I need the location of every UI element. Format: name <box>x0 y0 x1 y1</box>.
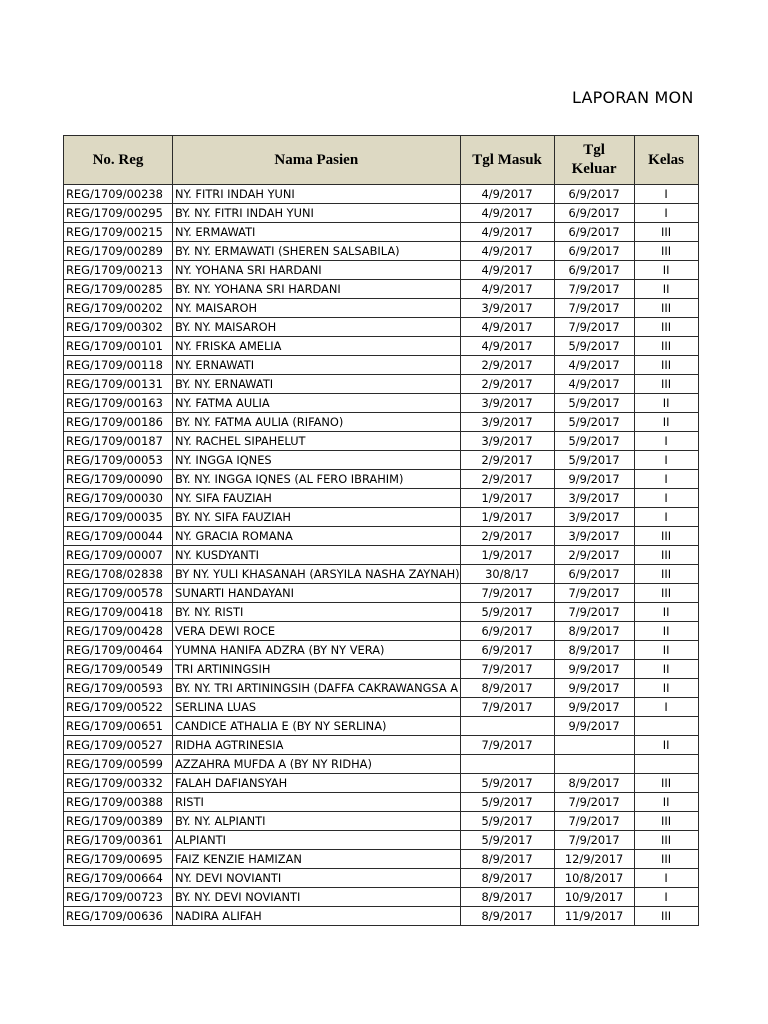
cell-kelas[interactable]: II <box>634 280 698 299</box>
cell-no-reg[interactable]: REG/1709/00549 <box>64 660 173 679</box>
cell-no-reg[interactable]: REG/1709/00187 <box>64 432 173 451</box>
cell-no-reg[interactable]: REG/1709/00389 <box>64 812 173 831</box>
cell-no-reg[interactable]: REG/1709/00527 <box>64 736 173 755</box>
table-row[interactable] <box>64 717 699 736</box>
cell-tgl-masuk[interactable]: 6/9/2017 <box>460 641 554 660</box>
cell-tgl-masuk[interactable]: 8/9/2017 <box>460 907 554 926</box>
cell-tgl-masuk[interactable]: 7/9/2017 <box>460 736 554 755</box>
cell-kelas[interactable]: II <box>634 622 698 641</box>
cell-kelas[interactable] <box>634 717 698 736</box>
cell-kelas[interactable]: III <box>634 242 698 261</box>
cell-tgl-keluar[interactable]: 7/9/2017 <box>554 831 634 850</box>
cell-tgl-masuk[interactable]: 2/9/2017 <box>460 527 554 546</box>
table-row[interactable] <box>64 261 699 280</box>
cell-no-reg[interactable]: REG/1709/00522 <box>64 698 173 717</box>
cell-nama-pasien[interactable]: TRI ARTININGSIH <box>173 660 461 679</box>
cell-tgl-masuk[interactable]: 5/9/2017 <box>460 603 554 622</box>
cell-tgl-masuk[interactable]: 7/9/2017 <box>460 584 554 603</box>
cell-kelas[interactable]: II <box>634 413 698 432</box>
cell-tgl-masuk[interactable]: 3/9/2017 <box>460 413 554 432</box>
cell-tgl-keluar[interactable]: 10/8/2017 <box>554 869 634 888</box>
cell-kelas[interactable]: III <box>634 812 698 831</box>
cell-tgl-keluar[interactable]: 6/9/2017 <box>554 185 634 204</box>
cell-tgl-keluar[interactable]: 11/9/2017 <box>554 907 634 926</box>
table-row[interactable] <box>64 280 699 299</box>
cell-nama-pasien[interactable]: BY. NY. FITRI INDAH YUNI <box>173 204 461 223</box>
cell-tgl-keluar[interactable]: 2/9/2017 <box>554 546 634 565</box>
cell-tgl-masuk[interactable]: 3/9/2017 <box>460 394 554 413</box>
cell-kelas[interactable]: III <box>634 337 698 356</box>
cell-nama-pasien[interactable]: NY. YOHANA SRI HARDANI <box>173 261 461 280</box>
cell-no-reg[interactable]: REG/1709/00289 <box>64 242 173 261</box>
cell-tgl-keluar[interactable]: 6/9/2017 <box>554 261 634 280</box>
cell-kelas[interactable]: III <box>634 223 698 242</box>
cell-nama-pasien[interactable]: NY. FITRI INDAH YUNI <box>173 185 461 204</box>
cell-kelas[interactable]: III <box>634 546 698 565</box>
cell-nama-pasien[interactable]: NY. DEVI NOVIANTI <box>173 869 461 888</box>
cell-tgl-keluar[interactable]: 7/9/2017 <box>554 280 634 299</box>
cell-no-reg[interactable]: REG/1709/00007 <box>64 546 173 565</box>
cell-no-reg[interactable]: REG/1709/00664 <box>64 869 173 888</box>
cell-nama-pasien[interactable]: NY. ERNAWATI <box>173 356 461 375</box>
cell-kelas[interactable]: I <box>634 185 698 204</box>
table-row[interactable] <box>64 546 699 565</box>
table-row[interactable] <box>64 242 699 261</box>
cell-no-reg[interactable]: REG/1709/00186 <box>64 413 173 432</box>
cell-kelas[interactable]: III <box>634 356 698 375</box>
cell-no-reg[interactable]: REG/1709/00035 <box>64 508 173 527</box>
cell-nama-pasien[interactable]: BY. NY. DEVI NOVIANTI <box>173 888 461 907</box>
cell-kelas[interactable]: III <box>634 774 698 793</box>
cell-nama-pasien[interactable]: ALPIANTI <box>173 831 461 850</box>
cell-tgl-keluar[interactable]: 4/9/2017 <box>554 375 634 394</box>
table-row[interactable] <box>64 888 699 907</box>
column-header-no-reg[interactable]: No. Reg <box>64 136 173 185</box>
cell-nama-pasien[interactable]: SERLINA LUAS <box>173 698 461 717</box>
cell-tgl-masuk[interactable]: 4/9/2017 <box>460 185 554 204</box>
cell-no-reg[interactable]: REG/1709/00030 <box>64 489 173 508</box>
column-header-tgl-keluar-line1: Tgl <box>583 142 605 158</box>
cell-tgl-masuk[interactable]: 4/9/2017 <box>460 261 554 280</box>
table-row[interactable] <box>64 603 699 622</box>
cell-kelas[interactable]: II <box>634 394 698 413</box>
cell-tgl-keluar[interactable]: 7/9/2017 <box>554 793 634 812</box>
table-row[interactable] <box>64 527 699 546</box>
cell-kelas[interactable]: II <box>634 603 698 622</box>
table-row[interactable] <box>64 584 699 603</box>
cell-no-reg[interactable]: REG/1709/00044 <box>64 527 173 546</box>
cell-kelas[interactable]: II <box>634 736 698 755</box>
cell-tgl-keluar[interactable]: 6/9/2017 <box>554 565 634 584</box>
cell-tgl-masuk[interactable]: 30/8/17 <box>460 565 554 584</box>
cell-kelas[interactable]: III <box>634 375 698 394</box>
cell-tgl-masuk[interactable]: 2/9/2017 <box>460 375 554 394</box>
cell-tgl-masuk[interactable]: 1/9/2017 <box>460 546 554 565</box>
table-row[interactable] <box>64 831 699 850</box>
cell-tgl-masuk[interactable]: 4/9/2017 <box>460 280 554 299</box>
cell-tgl-keluar[interactable]: 7/9/2017 <box>554 812 634 831</box>
cell-tgl-keluar[interactable]: 5/9/2017 <box>554 394 634 413</box>
cell-tgl-keluar[interactable]: 9/9/2017 <box>554 717 634 736</box>
cell-no-reg[interactable]: REG/1709/00238 <box>64 185 173 204</box>
cell-tgl-masuk[interactable]: 2/9/2017 <box>460 470 554 489</box>
cell-kelas[interactable]: I <box>634 470 698 489</box>
table-row[interactable] <box>64 432 699 451</box>
cell-no-reg[interactable]: REG/1709/00361 <box>64 831 173 850</box>
cell-no-reg[interactable]: REG/1709/00202 <box>64 299 173 318</box>
cell-no-reg[interactable]: REG/1709/00163 <box>64 394 173 413</box>
cell-kelas[interactable]: II <box>634 261 698 280</box>
table-row[interactable] <box>64 318 699 337</box>
patient-table <box>63 135 699 926</box>
cell-no-reg[interactable]: REG/1709/00464 <box>64 641 173 660</box>
table-header-row <box>64 136 699 185</box>
table-row[interactable] <box>64 679 699 698</box>
table-row[interactable] <box>64 337 699 356</box>
table-row[interactable] <box>64 185 699 204</box>
table-row[interactable] <box>64 850 699 869</box>
table-row[interactable] <box>64 869 699 888</box>
cell-no-reg[interactable]: REG/1709/00295 <box>64 204 173 223</box>
cell-nama-pasien[interactable]: AZZAHRA MUFDA A (BY NY RIDHA) <box>173 755 461 774</box>
cell-tgl-keluar[interactable]: 7/9/2017 <box>554 318 634 337</box>
cell-nama-pasien[interactable]: BY. NY. YOHANA SRI HARDANI <box>173 280 461 299</box>
table-row[interactable] <box>64 622 699 641</box>
cell-kelas[interactable]: I <box>634 508 698 527</box>
table-row[interactable] <box>64 793 699 812</box>
cell-tgl-masuk[interactable]: 8/9/2017 <box>460 888 554 907</box>
cell-tgl-keluar[interactable]: 6/9/2017 <box>554 204 634 223</box>
table-row[interactable] <box>64 375 699 394</box>
cell-nama-pasien[interactable]: SUNARTI HANDAYANI <box>173 584 461 603</box>
cell-no-reg[interactable]: REG/1709/00118 <box>64 356 173 375</box>
cell-nama-pasien[interactable]: FALAH DAFIANSYAH <box>173 774 461 793</box>
table-row[interactable] <box>64 812 699 831</box>
cell-tgl-masuk[interactable]: 7/9/2017 <box>460 698 554 717</box>
cell-tgl-keluar[interactable]: 9/9/2017 <box>554 698 634 717</box>
cell-kelas[interactable]: III <box>634 850 698 869</box>
cell-tgl-keluar[interactable]: 9/9/2017 <box>554 470 634 489</box>
cell-no-reg[interactable]: REG/1709/00599 <box>64 755 173 774</box>
cell-no-reg[interactable]: REG/1709/00215 <box>64 223 173 242</box>
cell-kelas[interactable]: I <box>634 204 698 223</box>
cell-kelas[interactable]: II <box>634 641 698 660</box>
cell-tgl-keluar[interactable] <box>554 755 634 774</box>
cell-nama-pasien[interactable]: NY. KUSDYANTI <box>173 546 461 565</box>
cell-kelas[interactable]: I <box>634 869 698 888</box>
cell-tgl-masuk[interactable]: 2/9/2017 <box>460 356 554 375</box>
cell-no-reg[interactable]: REG/1709/00053 <box>64 451 173 470</box>
cell-tgl-keluar[interactable]: 8/9/2017 <box>554 641 634 660</box>
table-row[interactable] <box>64 774 699 793</box>
cell-tgl-keluar[interactable]: 8/9/2017 <box>554 622 634 641</box>
table-row[interactable] <box>64 641 699 660</box>
cell-tgl-masuk[interactable] <box>460 755 554 774</box>
cell-nama-pasien[interactable]: BY. NY. ERNAWATI <box>173 375 461 394</box>
cell-tgl-masuk[interactable]: 4/9/2017 <box>460 204 554 223</box>
table-row[interactable] <box>64 736 699 755</box>
cell-tgl-masuk[interactable]: 8/9/2017 <box>460 850 554 869</box>
cell-tgl-masuk[interactable]: 4/9/2017 <box>460 223 554 242</box>
cell-no-reg[interactable]: REG/1709/00695 <box>64 850 173 869</box>
cell-tgl-keluar[interactable]: 3/9/2017 <box>554 489 634 508</box>
cell-kelas[interactable]: I <box>634 888 698 907</box>
table-row[interactable] <box>64 755 699 774</box>
cell-nama-pasien[interactable]: BY. NY. ERMAWATI (SHEREN SALSABILA) <box>173 242 461 261</box>
cell-tgl-keluar[interactable]: 7/9/2017 <box>554 584 634 603</box>
table-row[interactable] <box>64 204 699 223</box>
cell-nama-pasien[interactable]: BY. NY. FATMA AULIA (RIFANO) <box>173 413 461 432</box>
table-row[interactable] <box>64 413 699 432</box>
table-row[interactable] <box>64 660 699 679</box>
table-row[interactable] <box>64 356 699 375</box>
cell-no-reg[interactable]: REG/1709/00636 <box>64 907 173 926</box>
cell-kelas[interactable]: III <box>634 907 698 926</box>
cell-nama-pasien[interactable]: NY. ERMAWATI <box>173 223 461 242</box>
cell-tgl-masuk[interactable]: 8/9/2017 <box>460 679 554 698</box>
cell-tgl-masuk[interactable]: 1/9/2017 <box>460 489 554 508</box>
table-row[interactable] <box>64 565 699 584</box>
cell-tgl-masuk[interactable]: 2/9/2017 <box>460 451 554 470</box>
cell-nama-pasien[interactable]: BY. NY. SIFA FAUZIAH <box>173 508 461 527</box>
cell-tgl-keluar[interactable]: 7/9/2017 <box>554 299 634 318</box>
cell-kelas[interactable]: I <box>634 698 698 717</box>
cell-nama-pasien[interactable]: NADIRA ALIFAH <box>173 907 461 926</box>
cell-tgl-keluar[interactable] <box>554 736 634 755</box>
cell-nama-pasien[interactable]: YUMNA HANIFA ADZRA (BY NY VERA) <box>173 641 461 660</box>
cell-tgl-masuk[interactable] <box>460 717 554 736</box>
cell-tgl-masuk[interactable]: 5/9/2017 <box>460 831 554 850</box>
cell-tgl-keluar[interactable]: 3/9/2017 <box>554 527 634 546</box>
cell-no-reg[interactable]: REG/1709/00418 <box>64 603 173 622</box>
cell-tgl-masuk[interactable]: 5/9/2017 <box>460 774 554 793</box>
cell-kelas[interactable]: III <box>634 831 698 850</box>
cell-no-reg[interactable]: REG/1709/00388 <box>64 793 173 812</box>
cell-tgl-masuk[interactable]: 8/9/2017 <box>460 869 554 888</box>
cell-kelas[interactable] <box>634 755 698 774</box>
cell-tgl-masuk[interactable]: 5/9/2017 <box>460 812 554 831</box>
cell-nama-pasien[interactable]: RISTI <box>173 793 461 812</box>
cell-kelas[interactable]: II <box>634 660 698 679</box>
cell-nama-pasien[interactable]: BY NY. YULI KHASANAH (ARSYILA NASHA ZAYNAH) <box>173 565 461 584</box>
cell-tgl-keluar[interactable]: 5/9/2017 <box>554 413 634 432</box>
cell-tgl-masuk[interactable]: 3/9/2017 <box>460 299 554 318</box>
table-row[interactable] <box>64 451 699 470</box>
cell-nama-pasien[interactable]: BY. NY. MAISAROH <box>173 318 461 337</box>
cell-no-reg[interactable]: REG/1709/00302 <box>64 318 173 337</box>
cell-tgl-keluar[interactable]: 6/9/2017 <box>554 242 634 261</box>
table-row[interactable] <box>64 299 699 318</box>
cell-no-reg[interactable]: REG/1709/00723 <box>64 888 173 907</box>
cell-no-reg[interactable]: REG/1709/00578 <box>64 584 173 603</box>
table-row[interactable] <box>64 907 699 926</box>
cell-nama-pasien[interactable]: NY. INGGA IQNES <box>173 451 461 470</box>
table-row[interactable] <box>64 223 699 242</box>
cell-tgl-masuk[interactable]: 1/9/2017 <box>460 508 554 527</box>
cell-nama-pasien[interactable]: BY. NY. INGGA IQNES (AL FERO IBRAHIM) <box>173 470 461 489</box>
cell-tgl-masuk[interactable]: 4/9/2017 <box>460 318 554 337</box>
cell-tgl-keluar[interactable]: 9/9/2017 <box>554 660 634 679</box>
cell-no-reg[interactable]: REG/1709/00101 <box>64 337 173 356</box>
cell-kelas[interactable]: III <box>634 584 698 603</box>
cell-no-reg[interactable]: REG/1709/00131 <box>64 375 173 394</box>
report-title: LAPORAN MON <box>572 88 694 107</box>
cell-kelas[interactable]: III <box>634 527 698 546</box>
cell-nama-pasien[interactable]: BY. NY. TRI ARTININGSIH (DAFFA CAKRAWANGSA A <box>173 679 461 698</box>
column-header-nama-pasien[interactable]: Nama Pasien <box>173 136 461 185</box>
cell-nama-pasien[interactable]: NY. SIFA FAUZIAH <box>173 489 461 508</box>
cell-nama-pasien[interactable]: FAIZ KENZIE HAMIZAN <box>173 850 461 869</box>
cell-nama-pasien[interactable]: NY. FATMA AULIA <box>173 394 461 413</box>
column-header-tgl-keluar[interactable] <box>554 136 634 185</box>
column-header-tgl-masuk[interactable]: Tgl Masuk <box>460 136 554 185</box>
cell-tgl-keluar[interactable]: 6/9/2017 <box>554 223 634 242</box>
cell-no-reg[interactable]: REG/1709/00213 <box>64 261 173 280</box>
cell-tgl-masuk[interactable]: 7/9/2017 <box>460 660 554 679</box>
cell-kelas[interactable]: II <box>634 793 698 812</box>
table-row[interactable] <box>64 394 699 413</box>
cell-nama-pasien[interactable]: NY. FRISKA AMELIA <box>173 337 461 356</box>
cell-no-reg[interactable]: REG/1709/00593 <box>64 679 173 698</box>
column-header-kelas[interactable]: Kelas <box>634 136 698 185</box>
cell-kelas[interactable]: III <box>634 565 698 584</box>
cell-kelas[interactable]: III <box>634 299 698 318</box>
cell-tgl-keluar[interactable]: 12/9/2017 <box>554 850 634 869</box>
cell-nama-pasien[interactable]: BY. NY. ALPIANTI <box>173 812 461 831</box>
cell-nama-pasien[interactable]: NY. MAISAROH <box>173 299 461 318</box>
cell-no-reg[interactable]: REG/1708/02838 <box>64 565 173 584</box>
cell-kelas[interactable]: I <box>634 451 698 470</box>
cell-tgl-keluar[interactable]: 5/9/2017 <box>554 451 634 470</box>
cell-no-reg[interactable]: REG/1709/00428 <box>64 622 173 641</box>
table-row[interactable] <box>64 508 699 527</box>
table-row[interactable] <box>64 470 699 489</box>
cell-kelas[interactable]: II <box>634 679 698 698</box>
cell-tgl-keluar[interactable]: 8/9/2017 <box>554 774 634 793</box>
cell-nama-pasien[interactable]: NY. RACHEL SIPAHELUT <box>173 432 461 451</box>
cell-no-reg[interactable]: REG/1709/00090 <box>64 470 173 489</box>
cell-tgl-masuk[interactable]: 4/9/2017 <box>460 242 554 261</box>
column-header-tgl-keluar-line2: Keluar <box>571 161 617 177</box>
cell-tgl-keluar[interactable]: 9/9/2017 <box>554 679 634 698</box>
cell-no-reg[interactable]: REG/1709/00285 <box>64 280 173 299</box>
cell-tgl-keluar[interactable]: 5/9/2017 <box>554 337 634 356</box>
cell-tgl-keluar[interactable]: 5/9/2017 <box>554 432 634 451</box>
cell-nama-pasien[interactable]: RIDHA AGTRINESIA <box>173 736 461 755</box>
cell-tgl-masuk[interactable]: 5/9/2017 <box>460 793 554 812</box>
cell-tgl-keluar[interactable]: 3/9/2017 <box>554 508 634 527</box>
cell-nama-pasien[interactable]: VERA DEWI ROCE <box>173 622 461 641</box>
cell-nama-pasien[interactable]: BY. NY. RISTI <box>173 603 461 622</box>
table-row[interactable] <box>64 489 699 508</box>
cell-kelas[interactable]: I <box>634 432 698 451</box>
cell-no-reg[interactable]: REG/1709/00332 <box>64 774 173 793</box>
cell-no-reg[interactable]: REG/1709/00651 <box>64 717 173 736</box>
cell-tgl-keluar[interactable]: 4/9/2017 <box>554 356 634 375</box>
cell-nama-pasien[interactable]: NY. GRACIA ROMANA <box>173 527 461 546</box>
cell-tgl-masuk[interactable]: 4/9/2017 <box>460 337 554 356</box>
cell-tgl-masuk[interactable]: 6/9/2017 <box>460 622 554 641</box>
cell-nama-pasien[interactable]: CANDICE ATHALIA E (BY NY SERLINA) <box>173 717 461 736</box>
table-row[interactable] <box>64 698 699 717</box>
cell-kelas[interactable]: I <box>634 489 698 508</box>
cell-tgl-keluar[interactable]: 10/9/2017 <box>554 888 634 907</box>
cell-kelas[interactable]: III <box>634 318 698 337</box>
cell-tgl-masuk[interactable]: 3/9/2017 <box>460 432 554 451</box>
cell-tgl-keluar[interactable]: 7/9/2017 <box>554 603 634 622</box>
